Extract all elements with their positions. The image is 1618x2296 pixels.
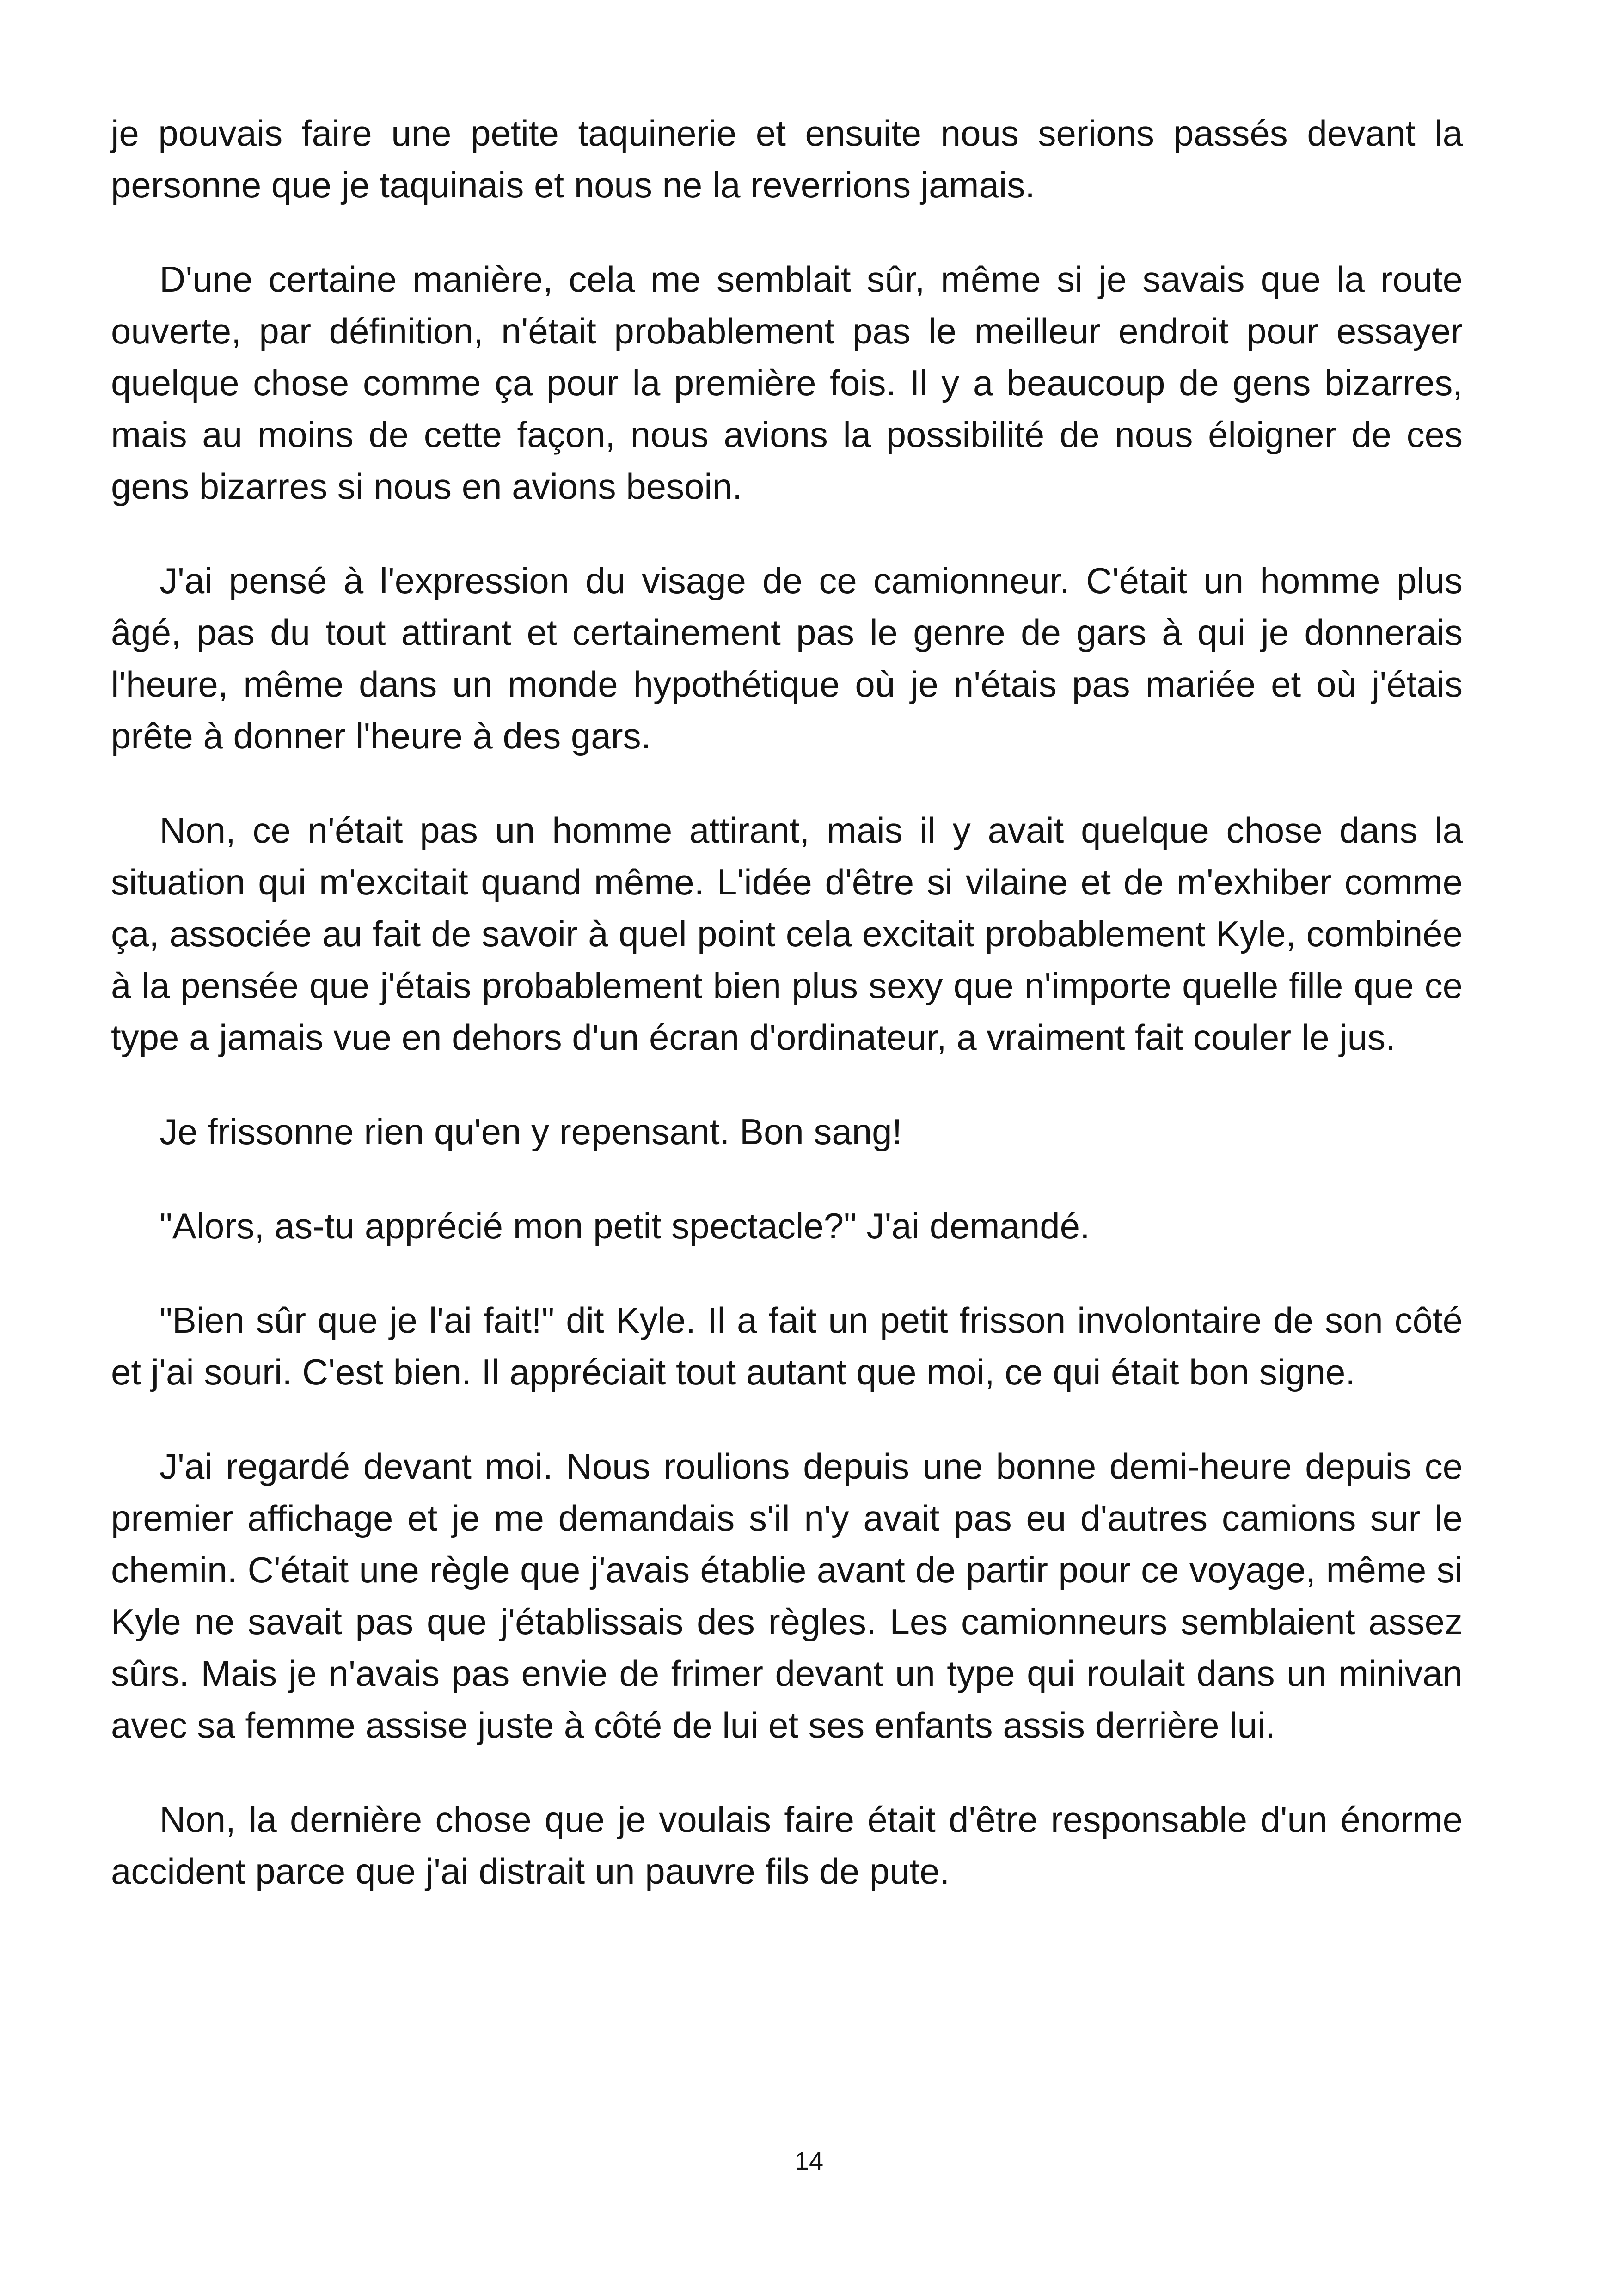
- paragraph: je pouvais faire une petite taquinerie et ensuite nous serions passés devant la personne que je taquinais et nous ne la reverrions jamais.: [111, 113, 1463, 205]
- paragraph: Je frissonne rien qu'en y repensant. Bon sang!: [159, 1111, 902, 1152]
- paragraph: J'ai pensé à l'expression du visage de ce camionneur. C'était un homme plus âgé, pas du tout attirant et certainement pas le genre de gars à qui je donnerais l'heure, même dans un monde hypothétique où je n'étais pas mariée et où j'étais prête à donner l'heure à des gars.: [111, 560, 1463, 756]
- paragraph: D'une certaine manière, cela me semblait sûr, même si je savais que la route ouverte, par définition, n'était probablement pas le meilleur endroit pour essayer quelque chose comme ça pour la première fois. Il y a beaucoup de gens bizarres, mais au moins de cette façon, nous avions la possibilité de nous éloigner de ces gens bizarres si nous en avions besoin.: [111, 259, 1463, 507]
- page-number: 14: [794, 2146, 824, 2175]
- paragraph: J'ai regardé devant moi. Nous roulions depuis une bonne demi-heure depuis ce premier affichage et je me demandais s'il n'y avait pas eu d'autres camions sur le chemin. C'était une règle que j'avais établie avant de partir pour ce voyage, même si Kyle ne savait pas que j'établissais des règles. Les camionneurs semblaient assez sûrs. Mais je n'avais pas envie de frimer devant un type qui roulait dans un minivan avec sa femme assise juste à côté de lui et ses enfants assis derrière lui.: [111, 1446, 1463, 1745]
- body-text: [111, 107, 1463, 1940]
- paragraph: "Bien sûr que je l'ai fait!" dit Kyle. Il a fait un petit frisson involontaire de son côté et j'ai souri. C'est bien. Il appréciait tout autant que moi, ce qui était bon signe.: [111, 1300, 1463, 1392]
- paragraph: "Alors, as-tu apprécié mon petit spectacle?" J'ai demandé.: [159, 1206, 1090, 1246]
- paragraph: Non, la dernière chose que je voulais faire était d'être responsable d'un énorme accident parce que j'ai distrait un pauvre fils de pute.: [111, 1799, 1463, 1892]
- paragraph: Non, ce n'était pas un homme attirant, mais il y avait quelque chose dans la situation qui m'excitait quand même. L'idée d'être si vilaine et de m'exhiber comme ça, associée au fait de savoir à quel point cela excitait probablement Kyle, combinée à la pensée que j'étais probablement bien plus sexy que n'importe quelle fille que ce type a jamais vue en dehors d'un écran d'ordinateur, a vraiment fait couler le jus.: [111, 810, 1463, 1058]
